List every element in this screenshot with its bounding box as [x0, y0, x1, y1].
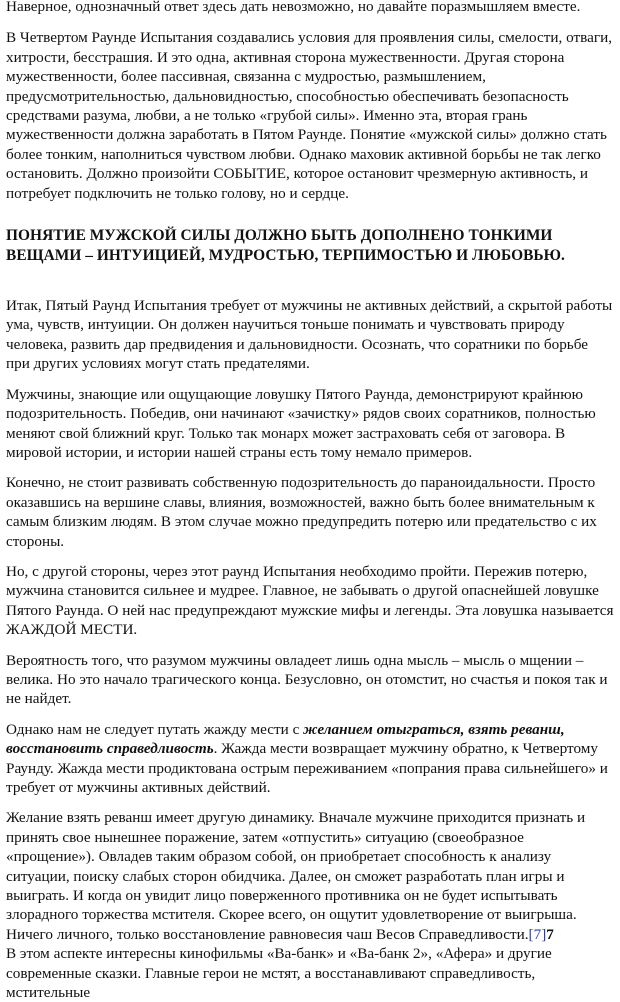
paragraph-tragic-end: Вероятность того, что разумом мужчины овладеет лишь одна мысль – мысль о мщении – велика. Но это начало трагического конца. Безусловно, он отомстит, но счастья и покоя так и не найдет.	[6, 651, 608, 708]
footnote-link[interactable]: [7]	[528, 925, 547, 943]
paragraph-films: В этом аспекте интересны кинофильмы «Ва-банк» и «Ва-банк 2», «Афера» и другие современные сказки. Главные герои не мстят, а восстанавливают справедливость, мстительные	[6, 945, 552, 1002]
paragraph-fourth-round: В Четвертом Раунде Испытания создавались условия для проявления силы, смелости, отваги, хитрости, бесстрашия. И это одна, активная сторона мужественности. Другая сторона мужественности, более пассивная, связанна с мудростью, размышлением, предусмотрительностью, дальновидностью, способностью обеспечивать безопасность средствами разума, любви, а не только «грубой силы». Именно эта, вторая грань мужественности должна заработать в Пятом Раунде. Понятие «мужской силы» должно стать более тонким, наполниться чувством любви. Однако маховик активной борьбы не так легко остановить. Должно произойти СОБЫТИЕ, которое остановит чрезмерную активность, и потребует подключить не только голову, но и сердце.	[6, 29, 613, 202]
text-run: . Жажда мести возвращает мужчину обратно, к Четвертому Раунду. Жажда мести продиктована острым переживанием «попрания права сильнейшего» и требует от мужчины активных действий.	[6, 740, 608, 796]
paragraph-revanche	[6, 808, 614, 944]
text-run: Желание взять реванш имеет другую динамику. Вначале мужчине приходится признать и принять свое нынешнее поражение, затем «отпустить» ситуацию (своеобразное «прощение»). Овладев таким образом собой, он приобретает способность к анализу ситуации, поиску слабых сторон обидчика. Далее, он сможет разработать план игры и выиграть. И когда он увидит лицо поверженного противника он не будет испытывать злорадного торжества мстителя. Скорее всего, он ощутит удовлетворение от выигрыша. Ничего личного, только восстановление равновесия чаш Весов Справедливости.	[6, 809, 586, 943]
emphasis-text: желанием отыграться, взять реванш, восстановить справедливость	[6, 720, 565, 758]
footnote-number: 7	[546, 925, 554, 943]
paragraph-fifth-round: Итак, Пятый Раунд Испытания требует от мужчины не активных действий, а скрытой работы ума, чувств, интуиции. Он должен научиться тоньше понимать и чувствовать природу человека, развить дар предвидения и дальновидности. Осознать, что соратники по борьбе при других условиях могут стать предателями.	[6, 297, 613, 373]
paragraph-intro: Наверное, однозначный ответ здесь дать невозможно, но давайте поразмышляем вместе.	[6, 0, 581, 15]
paragraph-paranoia: Конечно, не стоит развивать собственную подозрительность до параноидальности. Просто оказавшись на вершине славы, влияния, возможностей, важно быть более внимательным к самым близким людям. В этом случае можно предупредить потерю или предательство с их стороны.	[6, 474, 597, 550]
section-heading: ПОНЯТИЕ МУЖСКОЙ СИЛЫ ДОЛЖНО БЫТЬ ДОПОЛНЕНО ТОНКИМИ ВЕЩАМИ – ИНТУИЦИЕЙ, МУДРОСТЬЮ, ТЕРПИМОСТЬЮ И ЛЮБОВЬЮ.	[6, 227, 565, 265]
text-run: Однако нам не следует путать жажду мести с	[6, 720, 304, 738]
paragraph-revenge-vs-justice	[6, 720, 614, 798]
paragraph-revenge-trap: Но, с другой стороны, через этот раунд Испытания необходимо пройти. Пережив потерю, мужчина становится сильнее и мудрее. Главное, не забывать о другой опаснейшей ловушке Пятого Раунда. О ней нас предупреждают мужские мифы и легенды. Эта ловушка называется ЖАЖДОЙ МЕСТИ.	[6, 562, 614, 639]
paragraph-suspicion: Мужчины, знающие или ощущающие ловушку Пятого Раунда, демонстрируют крайнюю подозрительность. Победив, они начинают «зачистку» рядов своих соратников, полностью меняют свой ближний круг. Только так монарх может застраховать себя от заговора. В мировой истории, и истории нашей страны есть тому немало примеров.	[6, 385, 596, 461]
